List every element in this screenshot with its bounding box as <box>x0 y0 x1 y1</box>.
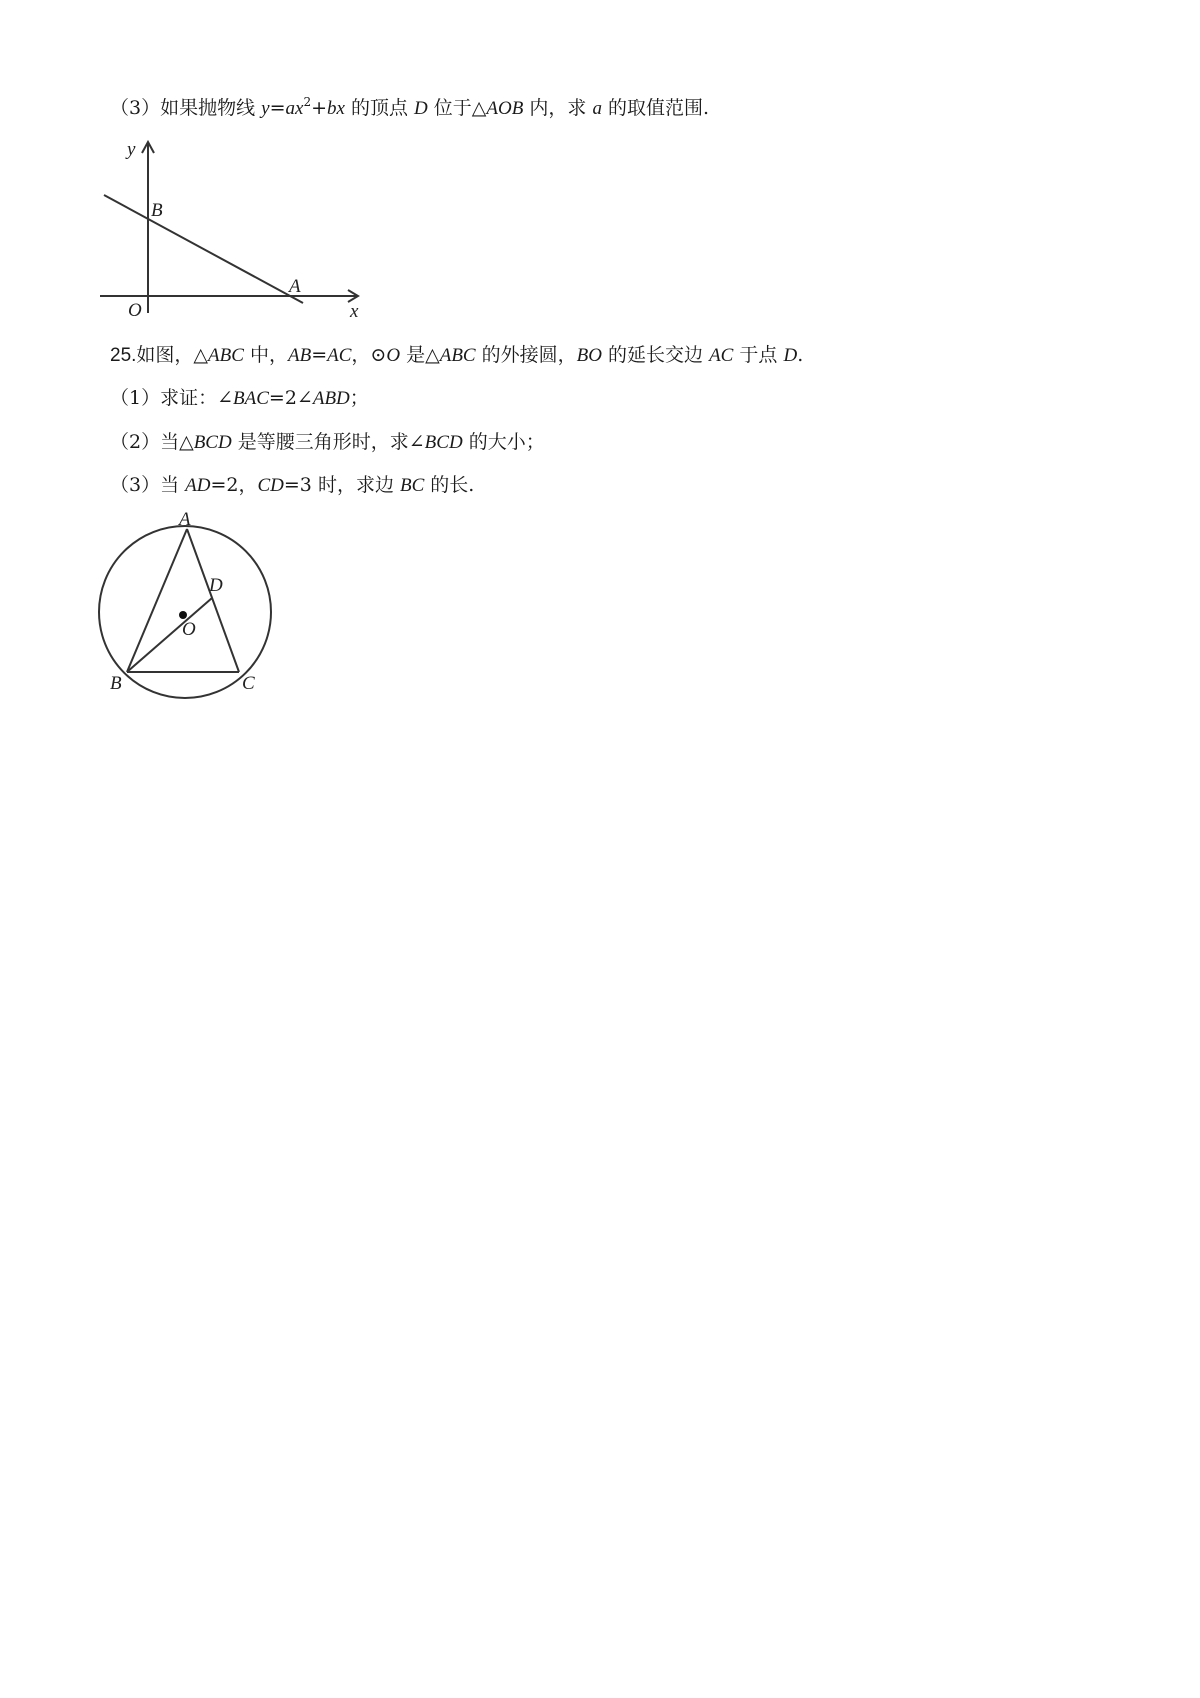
side-ac <box>187 529 239 672</box>
label-c: C <box>242 673 255 694</box>
q25-part3: （3）当 AD=2，CD=3 时，求边 BC 的长. <box>110 474 475 496</box>
label-y: y <box>127 139 136 160</box>
circle-triangle-figure <box>95 508 295 708</box>
q25-part2: （2）当△BCD 是等腰三角形时，求∠BCD 的大小； <box>110 431 545 453</box>
label-a: A <box>179 509 191 530</box>
label-o: O <box>182 619 196 640</box>
label-b: B <box>151 200 163 221</box>
label-x: x <box>350 301 359 322</box>
coordinate-figure <box>95 135 375 335</box>
side-ab <box>127 529 187 672</box>
line-ab <box>104 195 303 303</box>
label-a: A <box>289 276 301 297</box>
center-point-o <box>179 611 187 619</box>
q24-part3-text: （3）如果抛物线 $y=ax^2+bx$ 的顶点 D 位于△AOB 内，求 a 的取值范围. <box>110 95 710 119</box>
label-d: D <box>209 575 223 596</box>
q25-part1: （1）求证：∠BAC=2∠ABD； <box>110 387 369 409</box>
segment-bd <box>127 598 212 672</box>
label-b: B <box>110 673 122 694</box>
q25-intro: 25.如图，△ABC 中，AB=AC，⊙O 是△ABC 的外接圆，BO 的延长交边 AC 于点 D. <box>110 344 804 366</box>
label-o: O <box>128 300 142 321</box>
